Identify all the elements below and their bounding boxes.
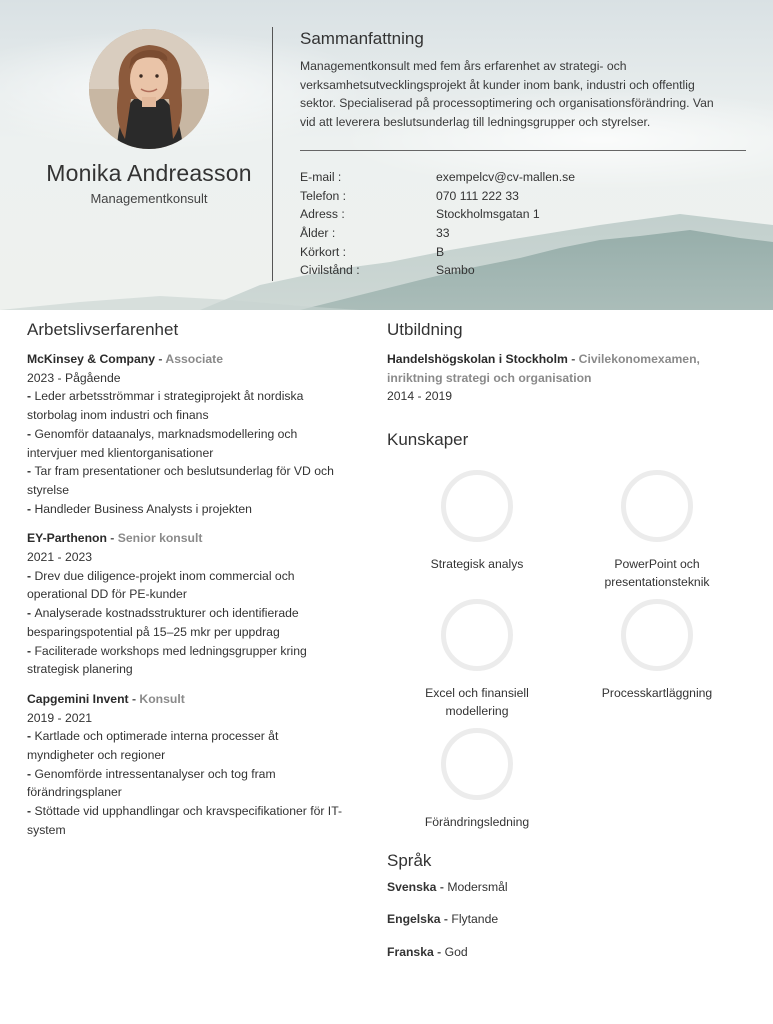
bullet-text: Stöttade vid upphandlingar och kravspecifikationer för IT- xyxy=(34,804,343,819)
skill-item xyxy=(397,728,557,831)
skill-label-line: Förändringsledning xyxy=(424,815,530,829)
job-role: Senior konsult xyxy=(117,531,203,546)
bullet-line: - Leder arbetsströmmar i strategiprojekt åt nordiska xyxy=(27,389,304,404)
contact-value: 070 111 222 33 xyxy=(436,188,519,203)
education-school: Handelshögskolan i Stockholm xyxy=(387,352,568,366)
bullet-line: - Kartlade och optimerade interna processer åt xyxy=(27,729,279,744)
contact-label: Adress : xyxy=(300,207,345,222)
skill-item xyxy=(577,599,737,702)
skills-heading: Kunskaper xyxy=(387,430,469,449)
language-item xyxy=(387,945,468,959)
bullet-line: styrelse xyxy=(27,482,69,497)
contact-label: Civilstånd : xyxy=(300,263,360,278)
contact-label: Ålder : xyxy=(300,226,336,241)
summary-line: sektor. Specialiserad på processoptimering och organisationsförändring. Van xyxy=(300,96,714,111)
skill-label-line: Processkartläggning xyxy=(601,686,713,700)
bullet-text: Drev due diligence-projekt inom commercial och xyxy=(34,568,295,583)
job-entry xyxy=(27,350,362,518)
job-years: 2023 - Pågående xyxy=(27,370,121,385)
bullet-text: Leder arbetsströmmar i strategiprojekt åt nordiska xyxy=(34,389,304,404)
language-item xyxy=(387,912,498,926)
header-divider-horizontal xyxy=(300,150,746,151)
education-entry xyxy=(387,350,717,387)
job-company: EY-Parthenon xyxy=(27,531,107,546)
language-separator: - xyxy=(433,945,445,959)
job-separator: - xyxy=(106,531,118,546)
job-separator: - xyxy=(155,352,166,366)
bullet-text: Tar fram presentationer och beslutsunderlag för VD och xyxy=(34,464,334,479)
bullet-line: - Genomförde intressentanalyser och tog fram xyxy=(27,766,276,781)
skill-ring xyxy=(441,599,513,671)
education-separator: - xyxy=(567,352,579,366)
language-name: Svenska xyxy=(387,880,437,894)
job-header xyxy=(27,529,362,548)
profile-photo-illustration xyxy=(89,29,209,149)
contact-value: B xyxy=(436,244,445,259)
bullet-text: Genomför dataanalys, marknadsmodellering och xyxy=(34,426,298,441)
skill-label-line: Excel och finansiell xyxy=(425,686,529,700)
education-years: 2014 - 2019 xyxy=(387,389,453,404)
skill-label-line: PowerPoint och xyxy=(614,557,700,571)
skill-ring xyxy=(621,599,693,671)
contact-value: Stockholmsgatan 1 xyxy=(436,207,540,222)
bullet-text: Analyserade kostnadsstrukturer och identifierade xyxy=(34,606,299,621)
job-bullets xyxy=(27,727,362,839)
bullet-line: - Drev due diligence-projekt inom commercial och xyxy=(27,568,295,583)
language-level: Flytande xyxy=(451,912,499,926)
bullet-line: myndigheter och regioner xyxy=(27,748,166,763)
summary-line: verksamhetsutvecklingsprojekt åt kunder inom bank, industri och offentlig xyxy=(300,77,695,92)
skill-label xyxy=(397,684,557,720)
experience-section xyxy=(27,320,362,851)
bullet-line: - Genomför dataanalys, marknadsmodellering och xyxy=(27,426,298,441)
job-entry xyxy=(27,690,362,840)
bullet-line: besparingspotential på 15–25 mkr per uppdrag xyxy=(27,624,280,639)
skill-item xyxy=(397,599,557,720)
bullet-line: - Analyserade kostnadsstrukturer och identifierade xyxy=(27,606,299,621)
bullet-text: Handleder Business Analysts i projekten xyxy=(34,501,252,516)
skill-item xyxy=(397,470,557,573)
skill-label-line: presentationsteknik xyxy=(604,575,710,589)
summary-text xyxy=(300,57,740,132)
header-divider-vertical xyxy=(272,27,273,281)
job-company: Capgemini Invent xyxy=(27,691,129,706)
bullet-line: förändringsplaner xyxy=(27,785,122,800)
bullet-line: storbolag inom industri och finans xyxy=(27,408,209,423)
language-name: Franska xyxy=(387,945,434,959)
language-separator: - xyxy=(440,912,452,926)
skill-label-line: Strategisk analys xyxy=(430,557,524,571)
cv-header xyxy=(0,0,773,310)
bullet-line: system xyxy=(27,822,66,837)
job-years: 2019 - 2021 xyxy=(27,710,93,725)
job-separator: - xyxy=(128,691,140,706)
bullet-line: - Handleder Business Analysts i projekten xyxy=(27,501,252,516)
language-separator: - xyxy=(436,880,448,894)
skill-ring xyxy=(621,470,693,542)
skill-ring xyxy=(441,728,513,800)
job-company: McKinsey & Company xyxy=(27,352,155,366)
skill-ring xyxy=(441,470,513,542)
bullet-text: Faciliterade workshops med ledningsgrupper kring xyxy=(34,643,307,658)
contact-label: Telefon : xyxy=(300,188,347,203)
job-years: 2021 - 2023 xyxy=(27,550,93,565)
summary-heading: Sammanfattning xyxy=(300,29,424,48)
bullet-line: - Stöttade vid upphandlingar och kravspecifikationer för IT- xyxy=(27,804,343,819)
education-degree-line-2: inriktning strategi och organisation xyxy=(387,370,592,385)
bullet-line: strategisk planering xyxy=(27,662,133,677)
languages-heading: Språk xyxy=(387,851,432,870)
contact-label: E-mail : xyxy=(300,170,342,184)
job-entry xyxy=(27,529,362,679)
language-name: Engelska xyxy=(387,912,441,926)
bullet-line: operational DD för PE-kunder xyxy=(27,587,187,602)
bullet-line: intervjuer med klientorganisationer xyxy=(27,445,214,460)
job-title: Managementkonsult xyxy=(90,191,208,206)
contact-value: Sambo xyxy=(436,263,475,278)
skill-label xyxy=(577,684,737,702)
summary-line: Managementkonsult med fem års erfarenhet av strategi- och xyxy=(300,59,627,73)
skill-label xyxy=(397,555,557,573)
job-role: Konsult xyxy=(139,691,185,706)
person-name: Monika Andreasson xyxy=(46,160,252,186)
bullet-text: Genomförde intressentanalyser och tog fram xyxy=(34,766,276,781)
experience-heading: Arbetslivserfarenhet xyxy=(27,320,179,339)
education-section xyxy=(387,320,757,406)
contact-value: 33 xyxy=(436,226,450,241)
skill-label-line: modellering xyxy=(445,704,509,718)
job-header xyxy=(27,690,362,709)
skill-item xyxy=(577,470,737,591)
education-degree: Civilekonomexamen, xyxy=(578,352,700,366)
education-heading: Utbildning xyxy=(387,320,463,339)
skill-label xyxy=(577,555,737,591)
job-header xyxy=(27,350,362,369)
summary-line: vid att leverera beslutsunderlag till ledningsgrupper och styrelser. xyxy=(300,115,651,130)
language-level: God xyxy=(444,945,468,959)
job-role: Associate xyxy=(165,352,223,366)
contact-label: Körkort : xyxy=(300,244,347,259)
language-item xyxy=(387,880,508,894)
contact-value: exempelcv@cv-mallen.se xyxy=(436,170,576,184)
skill-label xyxy=(397,813,557,831)
bullet-text: Kartlade och optimerade interna processer åt xyxy=(34,729,279,744)
language-level: Modersmål xyxy=(447,880,508,894)
profile-photo xyxy=(89,29,209,149)
bullet-line: - Faciliterade workshops med ledningsgrupper kring xyxy=(27,643,307,658)
bullet-line: - Tar fram presentationer och beslutsunderlag för VD och xyxy=(27,464,334,479)
job-bullets xyxy=(27,567,362,679)
job-bullets xyxy=(27,387,362,518)
